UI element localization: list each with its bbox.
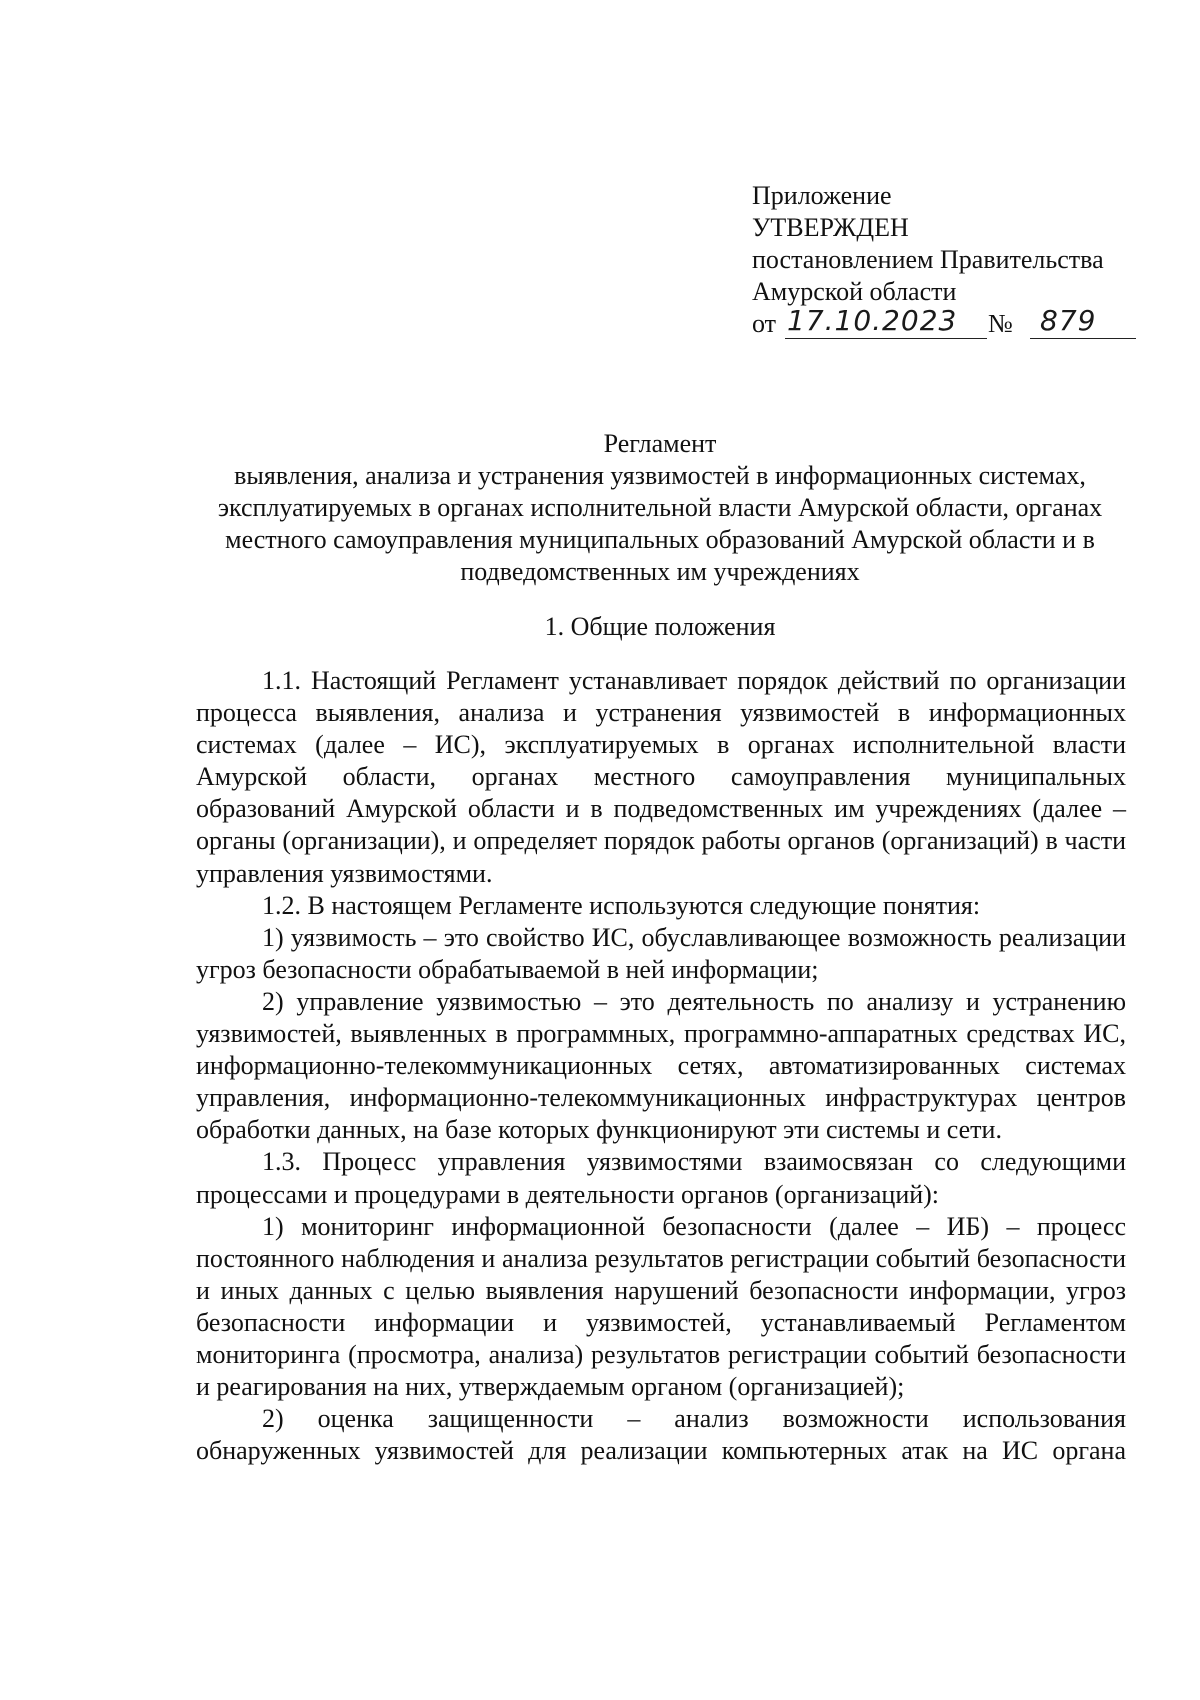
paragraph-def-1: 1) уязвимость – это свойство ИС, обуславливающее возможность реализации угроз безопасности обрабатываемой в ней информации; [196,922,1126,984]
section-body [196,665,1126,1467]
handwritten-date: 17.10.2023 [785,308,987,339]
document-title [196,428,1124,588]
paragraph-1-3: 1.3. Процесс управления уязвимостями взаимосвязан со следующими процессами и процедурами в деятельности органов (организаций): [196,1147,1126,1209]
paragraph-process-1: 1) мониторинг информационной безопасности (далее – ИБ) – процесс постоянного наблюдения и анализа результатов регистрации событий безопасности и иных данных с целью выявления нарушений безопасности информации, угроз безопасности информации и уязвимостей, устанавливаемый Регламентом мониторинга (просмотра, анализа) результатов регистрации событий безопасности и реагирования на них, утверждаемым органом (организацией); [196,1211,1126,1402]
paragraph-1-2: 1.2. В настоящем Регламенте используются следующие понятия: [262,890,981,920]
paragraph-1-1: 1.1. Настоящий Регламент устанавливает порядок действий по организации процесса выявления, анализа и устранения уязвимостей в информационных системах (далее – ИС), эксплуатируемых в органах исполнительной власти Амурской области, органах местного самоуправления муниципальных образований Амурской области и в подведомственных им учреждениях (далее – органы (организации), и определяет порядок работы органов (организаций) в части управления уязвимостями. [196,666,1126,888]
number-label: № [988,309,1013,338]
paragraph-process-2: 2) оценка защищенности – анализ возможности использования обнаруженных уязвимостей для реализации компьютерных атак на ИС органа [196,1404,1126,1466]
handwritten-number: 879 [1030,308,1136,339]
paragraph-def-2: 2) управление уязвимостью – это деятельность по анализу и устранению уязвимостей, выявленных в программных, программно-аппаратных средствах ИС, информационно-телекоммуникационных сетях, автоматизированных системах управления, информационно-телекоммуникационных инфраструктурах центров обработки данных, на базе которых функционируют эти системы и сети. [196,986,1126,1145]
date-label: от [752,309,777,338]
stamp-region-label: Амурской области [752,277,957,306]
stamp-resolution-label: постановлением Правительства [752,245,1104,274]
title-subtitle: выявления, анализа и устранения уязвимостей в информационных системах, эксплуатируемых в органах исполнительной власти Амурской области, органах местного самоуправления муниципальных образований Амурской области и в подведомственных им учреждениях [217,461,1103,586]
stamp-date-number-line [752,304,1132,342]
approval-stamp [752,180,1132,342]
section-heading: 1. Общие положения [544,612,776,641]
title-main: Регламент [603,429,717,458]
stamp-appendix-label: Приложение [752,181,892,210]
stamp-approved-label: УТВЕРЖДЕН [752,213,909,242]
